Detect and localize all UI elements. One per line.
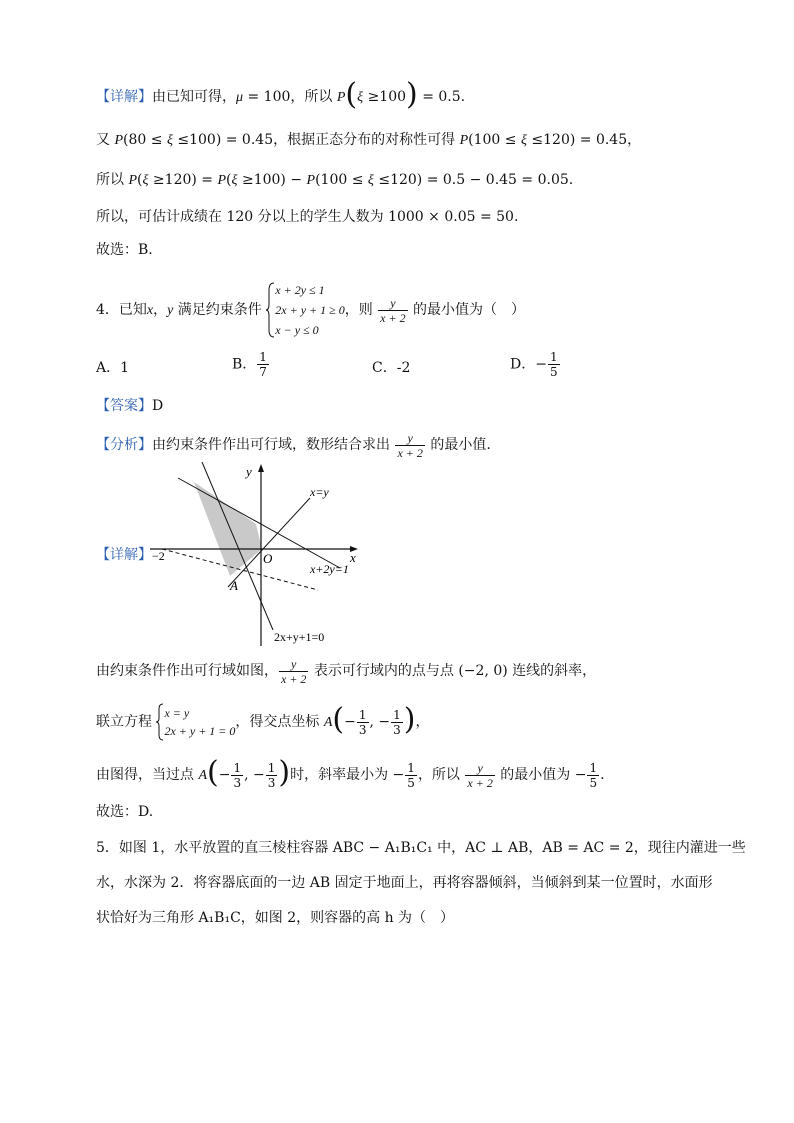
detail-line-3: 所以 P(ξ ≥120) = P(ξ ≥100) − P(100 ≤ ξ ≤120) = 0.5 − 0.45 = 0.05.: [96, 172, 574, 188]
line-2x-plus-y-label: 2x+y+1=0: [274, 630, 325, 644]
brace-icon: [266, 282, 275, 338]
neg2-label: −2: [152, 549, 165, 563]
line-2x-plus-y-plus-1-eq-0: [202, 462, 273, 630]
feasible-region-graph: [150, 456, 375, 648]
origin-label: O: [263, 551, 273, 566]
point-a-label: A: [230, 578, 238, 593]
option-c: C．-2: [372, 360, 411, 376]
x-axis-label: x: [350, 550, 356, 565]
question-5-line-3: 状恰好为三角形 A₁B₁C，如图 2，则容器的高 h 为（ ）: [96, 910, 455, 926]
detail-d2: 联立方程 x = y 2x + y + 1 = 0 ，得交点坐标 A(− $\frac{1}{3}$ , − $\frac{1}{3}$ )，: [96, 702, 430, 743]
detail-line-4: 所以，可估计成绩在 120 分以上的学生人数为 1000 × 0.05 = 50.: [96, 209, 519, 225]
option-d: D．− $\frac{1}{5}$: [510, 350, 558, 379]
option-a: A．1: [96, 360, 130, 376]
fraction: $\frac{y}{x + 2}$: [380, 295, 406, 325]
constraint-system: x + 2y ≤ 1 2x + y + 1 ≥ 0 x − y ≤ 0: [275, 283, 345, 337]
detail-tag: 【详解】: [96, 89, 152, 105]
detail-d1: 由约束条件作出可行域如图， $\frac{y}{x + 2}$ 表示可行域内的点与点 (−2, 0) 连线的斜率，: [96, 656, 597, 686]
y-axis-label: y: [246, 464, 252, 479]
y-axis-arrow-icon: [258, 464, 264, 472]
analysis-line: 【分析】由约束条件作出可行域，数形结合求出 $\frac{y}{x + 2}$ 的最小值.: [96, 430, 491, 460]
detail-tag-2: 【详解】: [96, 547, 152, 563]
option-b: B． $\frac{1}{7}$: [232, 350, 267, 379]
question-5-line-1: 5．如图 1，水平放置的直三棱柱容器 ABC − A₁B₁C₁ 中，AC ⊥ AB，AB = AC = 2，现往内灌进一些: [96, 840, 746, 856]
detail-line-2: 又 P(80 ≤ ξ ≤100) = 0.45，根据正态分布的对称性可得 P(100 ≤ ξ ≤120) = 0.45，: [96, 132, 642, 148]
detail-line-1: 【详解】由已知可得，μ = 100，所以 P(ξ ≥100) = 0.5.: [96, 77, 466, 112]
line-x-plus-2y-label: x+2y=1: [310, 562, 349, 576]
detail-d4: 故选：D.: [96, 804, 154, 820]
question-5-line-2: 水，水深为 2．将容器底面的一边 AB 固定于地面上，再将容器倾斜，当倾斜到某一位置时，水面形: [96, 875, 713, 891]
line-x-eq-y-label: x=y: [310, 485, 329, 499]
answer-line: 【答案】D: [96, 398, 164, 414]
detail-d3: 由图得，当过点 A(− $\frac{1}{3}$ , − $\frac{1}{3}$ )时，斜率最小为 − $\frac{1}{5}$ ，所以 $\frac{y}{x + 2}$ 的最小值为 − $\frac{1}{5}$ .: [96, 755, 605, 790]
detail-line-5: 故选：B.: [96, 242, 153, 258]
question-4: 4．已知x，y 满足约束条件 x + 2y ≤ 1 2x + y + 1 ≥ 0 x − y ≤ 0 ，则 $\frac{y}{x + 2}$ 的最小值为（ ）: [96, 280, 525, 340]
